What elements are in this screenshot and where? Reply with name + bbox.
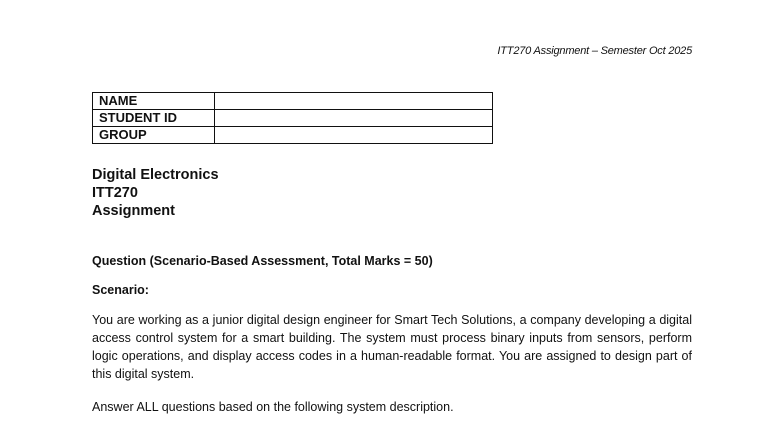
table-row <box>93 93 493 110</box>
group-field[interactable] <box>215 127 493 144</box>
question-heading: Question (Scenario-Based Assessment, Total Marks = 50) <box>92 254 433 268</box>
document-header: ITT270 Assignment – Semester Oct 2025 <box>497 45 692 57</box>
course-code: ITT270 <box>92 185 138 201</box>
name-label: NAME <box>93 93 215 110</box>
scenario-label: Scenario: <box>92 283 149 297</box>
student-info-table <box>92 92 493 144</box>
table-row <box>93 110 493 127</box>
table-row <box>93 127 493 144</box>
document-type: Assignment <box>92 203 175 219</box>
course-name: Digital Electronics <box>92 167 219 183</box>
course-title-block <box>92 166 219 220</box>
student-id-field[interactable] <box>215 110 493 127</box>
instructions-text: Answer ALL questions based on the following system description. <box>92 400 454 414</box>
name-field[interactable] <box>215 93 493 110</box>
student-id-label: STUDENT ID <box>93 110 215 127</box>
group-label: GROUP <box>93 127 215 144</box>
scenario-paragraph: You are working as a junior digital design engineer for Smart Tech Solutions, a company developing a digital access control system for a smart building. The system must process binary inputs from sensors, perform logic operations, and display access codes in a human-readable format. You are assigned to design part of this digital system. <box>92 313 692 381</box>
